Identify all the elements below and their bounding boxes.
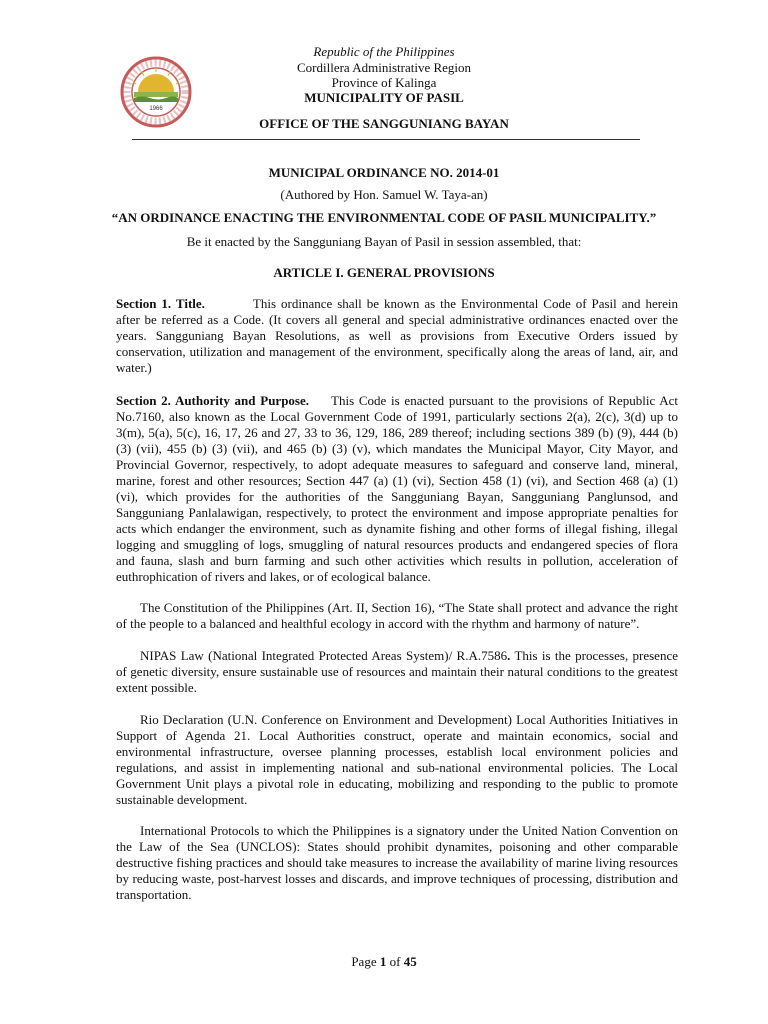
- section-1-heading: Section 1. Title.: [116, 296, 205, 311]
- section-1: [116, 296, 678, 376]
- section-1-text: This ordinance shall be known as the Environmental Code of Pasil and herein after be referred as a Code. (It covers all general and special administrative ordinances enacted over the years. Sangguniang Bayan Resolutions, as well as provisions from Executive Orders issued by conservation, utilization and management of the environment, specifically along the areas of land, air, and water.): [116, 296, 678, 375]
- total-pages: 45: [403, 954, 417, 969]
- section-2-heading: Section 2. Authority and Purpose.: [116, 393, 310, 408]
- unclos-paragraph: International Protocols to which the Philippines is a signatory under the United Nation Convention on the Law of the Sea (UNCLOS): States should prohibit dynamites, poisoning and other comparable destructive fishing practices and should take measures to increase the availability of marine living resources by reducing waste, post-harvest losses and discards, and improve techniques of processing, distribution and transportation.: [116, 823, 678, 902]
- nipas-lead: NIPAS Law (National Integrated Protected Areas System)/ R.A.7586: [140, 648, 508, 663]
- municipality-line: MUNICIPALITY OF PASIL: [304, 90, 464, 105]
- nipas-dot: .: [507, 648, 511, 663]
- section-2-text: This Code is enacted pursuant to the provisions of Republic Act No.7160, also known as the Local Government Code of 1991, particularly sections 2(a), 2(c), 3(d) up to 3(m), 5(a), 5(c), 16, 17, 26 and 27, 33 to 36, 129, 186, 289 thereof; including sections 389 (b) (9), 444 (b) (3) (vii), 455 (b) (3) (vii), and 465 (b) (3) (v), which mandates the Municipal Mayor, City Mayor, and Provincial Governor, respectively, to adopt adequate measures to safeguard and conserve land, mineral, marine, forest and other resources; Section 447 (a) (1) (vi), Section 458 (1) (vi), and Section 468 (a) (1) (vi), which provides for the authorities of the Sangguniang Bayan, Sangguniang Panglunsod, and Sangguniang Panlalawigan, respectively, to protect the environment and impose appropriate penalties for acts which endanger the environment, such as dynamite fishing and other forms of illegal fishing, illegal logging and smuggling of logs, smuggling of natural resources products and endangered species of flora and fauna, slash and burn farming and such other activities which results in pollution, acceleration of euthrophication of rivers and lakes, or of ecological balance.: [116, 393, 679, 584]
- region-line: Cordillera Administrative Region: [296, 60, 472, 75]
- section-2: [116, 393, 678, 585]
- rio-paragraph: Rio Declaration (U.N. Conference on Environment and Development) Local Authorities Initiatives in Support of Agenda 21. Local Authorities construct, operate and maintain economics, social and environmental infrastructure, oversee planning processes, establish local environment policies and regulations, and assist in implementing national and sub-national environmental policies. The Local Government Unit plays a pivotal role in educating, mobilizing and responding to the public to promote sustainable development.: [116, 712, 678, 807]
- page-number: 1: [379, 954, 387, 969]
- header-divider: [132, 139, 640, 140]
- republic-line: Republic of the Philippines: [313, 44, 455, 59]
- office-line: OFFICE OF THE SANGGUNIANG BAYAN: [259, 116, 509, 131]
- constitution-paragraph: The Constitution of the Philippines (Art. II, Section 16), “The State shall protect and advance the right of the people to a balanced and healthful ecology in accord with the rhythm and harmony of nature”.: [116, 600, 678, 631]
- nipas-rest: This is the processes, presence of genetic diversity, ensure sustainable use of resources and maintain their natural conditions to the greatest extent possible.: [116, 648, 678, 695]
- ordinance-number: MUNICIPAL ORDINANCE NO. 2014-01: [268, 165, 500, 180]
- seal-year: 1966: [149, 106, 163, 112]
- article-heading: ARTICLE I. GENERAL PROVISIONS: [273, 265, 495, 280]
- enacting-clause: Be it enacted by the Sangguniang Bayan of Pasil in session assembled, that:: [186, 234, 582, 249]
- page-footer: [0, 954, 768, 970]
- ordinance-title: “AN ORDINANCE ENACTING THE ENVIRONMENTAL CODE OF PASIL MUNICIPALITY.”: [111, 210, 657, 225]
- ordinance-author: (Authored by Hon. Samuel W. Taya-an): [280, 187, 488, 202]
- page-word: Page: [351, 954, 377, 969]
- province-line: Province of Kalinga: [331, 75, 437, 90]
- nipas-paragraph: [116, 648, 678, 696]
- of-word: of: [389, 954, 401, 969]
